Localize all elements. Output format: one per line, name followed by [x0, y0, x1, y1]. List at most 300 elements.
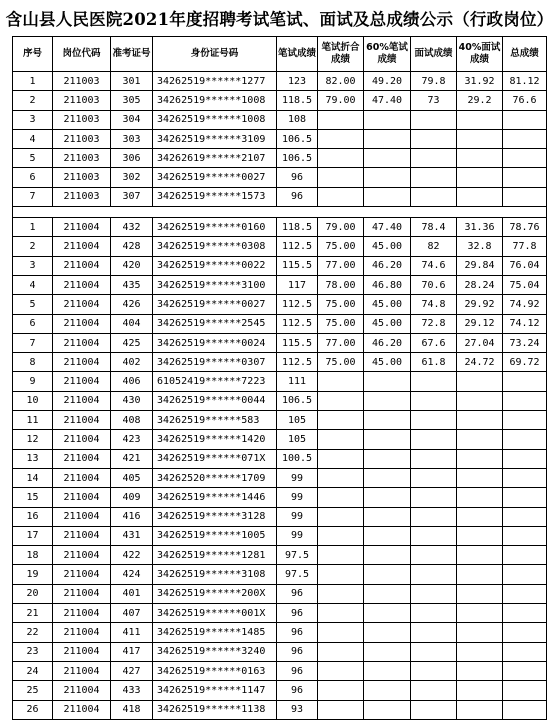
cell-written-score: 108 [277, 110, 318, 129]
cell-seq: 24 [13, 661, 53, 680]
cell-written-score: 118.5 [277, 91, 318, 110]
cell-written-60 [364, 661, 411, 680]
cell-total [503, 149, 547, 168]
cell-interview-40 [457, 449, 503, 468]
cell-seq: 5 [13, 295, 53, 314]
cell-ticket-no: 304 [111, 110, 153, 129]
cell-written-score: 112.5 [277, 237, 318, 256]
cell-post-code: 211004 [53, 700, 111, 719]
cell-written-score: 96 [277, 681, 318, 700]
cell-seq: 22 [13, 623, 53, 642]
cell-written-score: 118.5 [277, 218, 318, 237]
table-row [13, 218, 547, 237]
cell-ticket-no: 433 [111, 681, 153, 700]
cell-post-code: 211004 [53, 295, 111, 314]
cell-written-converted [318, 507, 364, 526]
cell-written-score: 96 [277, 604, 318, 623]
cell-id-no: 34262519******1420 [153, 430, 277, 449]
cell-total [503, 604, 547, 623]
cell-written-60: 45.00 [364, 295, 411, 314]
cell-written-converted: 75.00 [318, 295, 364, 314]
cell-id-no: 34262519******3109 [153, 129, 277, 148]
cell-ticket-no: 302 [111, 168, 153, 187]
cell-interview-score [411, 681, 457, 700]
cell-interview-score [411, 604, 457, 623]
header-total: 总成绩 [503, 37, 547, 72]
cell-seq: 11 [13, 411, 53, 430]
cell-id-no: 34262519******1008 [153, 110, 277, 129]
table-row [13, 168, 547, 187]
cell-seq: 9 [13, 372, 53, 391]
cell-post-code: 211004 [53, 468, 111, 487]
cell-written-60 [364, 623, 411, 642]
cell-written-converted [318, 372, 364, 391]
table-row [13, 430, 547, 449]
cell-seq: 14 [13, 468, 53, 487]
cell-interview-40 [457, 526, 503, 545]
cell-interview-40 [457, 168, 503, 187]
cell-ticket-no: 425 [111, 333, 153, 352]
cell-written-60: 47.40 [364, 91, 411, 110]
cell-written-score: 96 [277, 168, 318, 187]
table-row [13, 661, 547, 680]
header-seq: 序号 [13, 37, 53, 72]
cell-id-no: 34262519******0027 [153, 168, 277, 187]
cell-written-score: 112.5 [277, 353, 318, 372]
cell-written-60: 45.00 [364, 237, 411, 256]
cell-ticket-no: 423 [111, 430, 153, 449]
cell-written-converted [318, 681, 364, 700]
cell-written-converted [318, 468, 364, 487]
cell-total [503, 661, 547, 680]
cell-ticket-no: 408 [111, 411, 153, 430]
cell-written-score: 111 [277, 372, 318, 391]
cell-written-score: 93 [277, 700, 318, 719]
cell-id-no: 34262519******2545 [153, 314, 277, 333]
document-title: 含山县人民医院2021年度招聘考试笔试、面试及总成绩公示（行政岗位） [5, 10, 554, 29]
cell-post-code: 211004 [53, 275, 111, 294]
cell-ticket-no: 430 [111, 391, 153, 410]
cell-interview-score [411, 661, 457, 680]
cell-id-no: 34262519******0307 [153, 353, 277, 372]
cell-total [503, 546, 547, 565]
cell-post-code: 211004 [53, 430, 111, 449]
cell-interview-40 [457, 546, 503, 565]
cell-interview-40: 32.8 [457, 237, 503, 256]
cell-interview-score: 79.8 [411, 72, 457, 91]
group-separator [13, 207, 547, 218]
table-header-row [13, 37, 547, 72]
cell-written-60 [364, 546, 411, 565]
cell-seq: 23 [13, 642, 53, 661]
cell-written-60 [364, 526, 411, 545]
cell-seq: 2 [13, 91, 53, 110]
cell-written-score: 96 [277, 584, 318, 603]
cell-ticket-no: 422 [111, 546, 153, 565]
cell-id-no: 34262519******1277 [153, 72, 277, 91]
cell-post-code: 211004 [53, 353, 111, 372]
cell-written-converted: 82.00 [318, 72, 364, 91]
cell-total: 73.24 [503, 333, 547, 352]
cell-interview-40: 31.92 [457, 72, 503, 91]
cell-written-60 [364, 642, 411, 661]
cell-total: 76.04 [503, 256, 547, 275]
cell-total [503, 700, 547, 719]
cell-id-no: 34262519******071X [153, 449, 277, 468]
cell-written-converted [318, 700, 364, 719]
cell-post-code: 211004 [53, 449, 111, 468]
cell-interview-40 [457, 700, 503, 719]
cell-id-no: 34262519******0044 [153, 391, 277, 410]
cell-total [503, 488, 547, 507]
cell-interview-score: 74.6 [411, 256, 457, 275]
cell-ticket-no: 405 [111, 468, 153, 487]
cell-written-60 [364, 584, 411, 603]
cell-interview-score: 73 [411, 91, 457, 110]
cell-id-no: 34262519******1005 [153, 526, 277, 545]
cell-post-code: 211004 [53, 546, 111, 565]
cell-post-code: 211004 [53, 488, 111, 507]
cell-seq: 3 [13, 110, 53, 129]
cell-post-code: 211003 [53, 187, 111, 206]
cell-written-60 [364, 488, 411, 507]
cell-written-score: 96 [277, 642, 318, 661]
cell-interview-40 [457, 584, 503, 603]
cell-written-converted: 79.00 [318, 91, 364, 110]
cell-interview-score [411, 391, 457, 410]
cell-total: 74.12 [503, 314, 547, 333]
cell-interview-score: 67.6 [411, 333, 457, 352]
cell-ticket-no: 427 [111, 661, 153, 680]
table-row [13, 295, 547, 314]
cell-seq: 13 [13, 449, 53, 468]
table-row [13, 314, 547, 333]
cell-ticket-no: 428 [111, 237, 153, 256]
cell-total [503, 449, 547, 468]
cell-written-converted [318, 430, 364, 449]
cell-total [503, 623, 547, 642]
table-row [13, 642, 547, 661]
table-row [13, 604, 547, 623]
cell-seq: 7 [13, 333, 53, 352]
cell-written-60: 46.20 [364, 256, 411, 275]
cell-interview-score [411, 623, 457, 642]
cell-total [503, 411, 547, 430]
cell-post-code: 211004 [53, 681, 111, 700]
table-row [13, 72, 547, 91]
cell-ticket-no: 306 [111, 149, 153, 168]
table-row [13, 333, 547, 352]
cell-ticket-no: 307 [111, 187, 153, 206]
cell-written-60 [364, 507, 411, 526]
cell-post-code: 211003 [53, 72, 111, 91]
table-row [13, 256, 547, 275]
cell-interview-score: 82 [411, 237, 457, 256]
cell-post-code: 211003 [53, 149, 111, 168]
cell-written-converted: 75.00 [318, 237, 364, 256]
cell-post-code: 211004 [53, 391, 111, 410]
cell-interview-score: 72.8 [411, 314, 457, 333]
cell-interview-40 [457, 565, 503, 584]
cell-post-code: 211004 [53, 642, 111, 661]
table-row [13, 449, 547, 468]
cell-interview-40 [457, 468, 503, 487]
cell-interview-score: 61.8 [411, 353, 457, 372]
cell-ticket-no: 406 [111, 372, 153, 391]
cell-seq: 7 [13, 187, 53, 206]
table-row [13, 488, 547, 507]
cell-seq: 26 [13, 700, 53, 719]
cell-ticket-no: 418 [111, 700, 153, 719]
cell-interview-40 [457, 681, 503, 700]
cell-seq: 17 [13, 526, 53, 545]
cell-interview-score [411, 584, 457, 603]
cell-interview-40: 28.24 [457, 275, 503, 294]
cell-written-converted [318, 623, 364, 642]
cell-written-60: 46.20 [364, 333, 411, 352]
cell-total: 81.12 [503, 72, 547, 91]
cell-total [503, 681, 547, 700]
cell-written-60 [364, 168, 411, 187]
cell-post-code: 211003 [53, 110, 111, 129]
cell-interview-40 [457, 642, 503, 661]
header-written-converted: 笔试折合成绩 [318, 37, 364, 72]
cell-written-converted [318, 187, 364, 206]
header-post-code: 岗位代码 [53, 37, 111, 72]
table-row [13, 507, 547, 526]
cell-written-converted [318, 546, 364, 565]
cell-written-60 [364, 391, 411, 410]
cell-total [503, 507, 547, 526]
cell-written-score: 115.5 [277, 333, 318, 352]
cell-interview-40: 29.12 [457, 314, 503, 333]
cell-post-code: 211004 [53, 661, 111, 680]
table-row [13, 275, 547, 294]
cell-written-60 [364, 700, 411, 719]
cell-post-code: 211004 [53, 623, 111, 642]
cell-interview-40 [457, 110, 503, 129]
cell-ticket-no: 421 [111, 449, 153, 468]
header-written-score: 笔试成绩 [277, 37, 318, 72]
cell-interview-40 [457, 488, 503, 507]
cell-post-code: 211003 [53, 91, 111, 110]
cell-written-60: 45.00 [364, 314, 411, 333]
table-row [13, 110, 547, 129]
cell-total [503, 168, 547, 187]
table-row [13, 129, 547, 148]
table-row [13, 372, 547, 391]
cell-written-score: 123 [277, 72, 318, 91]
cell-seq: 10 [13, 391, 53, 410]
cell-interview-40: 31.36 [457, 218, 503, 237]
cell-written-60 [364, 372, 411, 391]
cell-written-60: 47.40 [364, 218, 411, 237]
cell-written-converted: 78.00 [318, 275, 364, 294]
table-row [13, 353, 547, 372]
cell-id-no: 34262519******0027 [153, 295, 277, 314]
cell-post-code: 211003 [53, 168, 111, 187]
cell-total [503, 584, 547, 603]
cell-total: 75.04 [503, 275, 547, 294]
group-separator-cell [13, 207, 547, 218]
cell-total [503, 565, 547, 584]
table-row [13, 584, 547, 603]
cell-interview-score [411, 468, 457, 487]
cell-total: 74.92 [503, 295, 547, 314]
cell-id-no: 34262619******2107 [153, 149, 277, 168]
cell-post-code: 211004 [53, 526, 111, 545]
cell-written-converted [318, 129, 364, 148]
cell-written-converted [318, 168, 364, 187]
header-ticket-no: 准考证号 [111, 37, 153, 72]
cell-interview-40 [457, 129, 503, 148]
cell-total [503, 430, 547, 449]
cell-id-no: 34262519******001X [153, 604, 277, 623]
cell-written-score: 117 [277, 275, 318, 294]
cell-interview-score [411, 110, 457, 129]
cell-interview-score: 74.8 [411, 295, 457, 314]
cell-interview-40: 29.84 [457, 256, 503, 275]
cell-total [503, 391, 547, 410]
cell-interview-score [411, 449, 457, 468]
cell-written-score: 100.5 [277, 449, 318, 468]
cell-written-score: 112.5 [277, 314, 318, 333]
cell-ticket-no: 426 [111, 295, 153, 314]
cell-written-converted [318, 565, 364, 584]
cell-id-no: 61052419******7223 [153, 372, 277, 391]
cell-ticket-no: 417 [111, 642, 153, 661]
cell-post-code: 211004 [53, 372, 111, 391]
table-row [13, 681, 547, 700]
table-row [13, 623, 547, 642]
cell-written-converted [318, 526, 364, 545]
cell-total: 78.76 [503, 218, 547, 237]
cell-post-code: 211004 [53, 333, 111, 352]
cell-interview-score [411, 507, 457, 526]
cell-id-no: 34262519******0024 [153, 333, 277, 352]
cell-interview-40 [457, 149, 503, 168]
cell-interview-score [411, 526, 457, 545]
cell-seq: 6 [13, 314, 53, 333]
cell-ticket-no: 432 [111, 218, 153, 237]
cell-seq: 19 [13, 565, 53, 584]
cell-ticket-no: 402 [111, 353, 153, 372]
cell-interview-40 [457, 391, 503, 410]
cell-total: 77.8 [503, 237, 547, 256]
cell-id-no: 34262519******0163 [153, 661, 277, 680]
cell-interview-score [411, 430, 457, 449]
cell-post-code: 211004 [53, 565, 111, 584]
cell-interview-40 [457, 604, 503, 623]
cell-written-score: 112.5 [277, 295, 318, 314]
cell-interview-score [411, 565, 457, 584]
cell-written-converted [318, 411, 364, 430]
cell-interview-score [411, 642, 457, 661]
cell-ticket-no: 301 [111, 72, 153, 91]
cell-written-score: 99 [277, 526, 318, 545]
table-body [13, 72, 547, 720]
table-row [13, 565, 547, 584]
cell-total: 69.72 [503, 353, 547, 372]
cell-ticket-no: 404 [111, 314, 153, 333]
cell-interview-40 [457, 187, 503, 206]
cell-written-score: 106.5 [277, 129, 318, 148]
cell-written-score: 97.5 [277, 546, 318, 565]
cell-written-60 [364, 411, 411, 430]
cell-total [503, 129, 547, 148]
cell-id-no: 34262519******1485 [153, 623, 277, 642]
cell-written-60 [364, 449, 411, 468]
cell-total [503, 372, 547, 391]
cell-written-score: 99 [277, 507, 318, 526]
cell-post-code: 211004 [53, 584, 111, 603]
cell-total: 76.6 [503, 91, 547, 110]
cell-total [503, 642, 547, 661]
header-written-60: 60%笔试成绩 [364, 37, 411, 72]
cell-id-no: 34262519******3240 [153, 642, 277, 661]
cell-interview-40 [457, 430, 503, 449]
cell-seq: 4 [13, 275, 53, 294]
cell-post-code: 211003 [53, 129, 111, 148]
cell-id-no: 34262519******0022 [153, 256, 277, 275]
cell-written-60: 46.80 [364, 275, 411, 294]
cell-written-60 [364, 604, 411, 623]
cell-interview-score [411, 149, 457, 168]
cell-interview-score [411, 700, 457, 719]
cell-post-code: 211004 [53, 411, 111, 430]
cell-post-code: 211004 [53, 314, 111, 333]
cell-interview-40: 29.92 [457, 295, 503, 314]
cell-post-code: 211004 [53, 604, 111, 623]
header-interview-score: 面试成绩 [411, 37, 457, 72]
cell-written-60 [364, 430, 411, 449]
cell-written-score: 96 [277, 623, 318, 642]
cell-post-code: 211004 [53, 237, 111, 256]
cell-written-converted [318, 488, 364, 507]
cell-written-60 [364, 468, 411, 487]
cell-post-code: 211004 [53, 218, 111, 237]
cell-total [503, 110, 547, 129]
cell-post-code: 211004 [53, 507, 111, 526]
cell-written-60 [364, 129, 411, 148]
cell-seq: 1 [13, 72, 53, 91]
cell-interview-score: 78.4 [411, 218, 457, 237]
cell-written-converted: 75.00 [318, 353, 364, 372]
cell-id-no: 34262519******1573 [153, 187, 277, 206]
table-row [13, 526, 547, 545]
cell-id-no: 34262519******0160 [153, 218, 277, 237]
cell-written-60 [364, 681, 411, 700]
cell-seq: 5 [13, 149, 53, 168]
cell-id-no: 34262519******1138 [153, 700, 277, 719]
table-row [13, 237, 547, 256]
cell-written-60 [364, 187, 411, 206]
cell-ticket-no: 435 [111, 275, 153, 294]
cell-ticket-no: 303 [111, 129, 153, 148]
cell-id-no: 34262519******0308 [153, 237, 277, 256]
cell-id-no: 34262519******3128 [153, 507, 277, 526]
cell-written-converted [318, 110, 364, 129]
cell-written-score: 105 [277, 430, 318, 449]
cell-id-no: 34262519******3108 [153, 565, 277, 584]
cell-total [503, 526, 547, 545]
cell-written-score: 99 [277, 488, 318, 507]
cell-total [503, 468, 547, 487]
cell-ticket-no: 401 [111, 584, 153, 603]
table-row [13, 91, 547, 110]
cell-written-60 [364, 110, 411, 129]
cell-id-no: 34262519******1281 [153, 546, 277, 565]
